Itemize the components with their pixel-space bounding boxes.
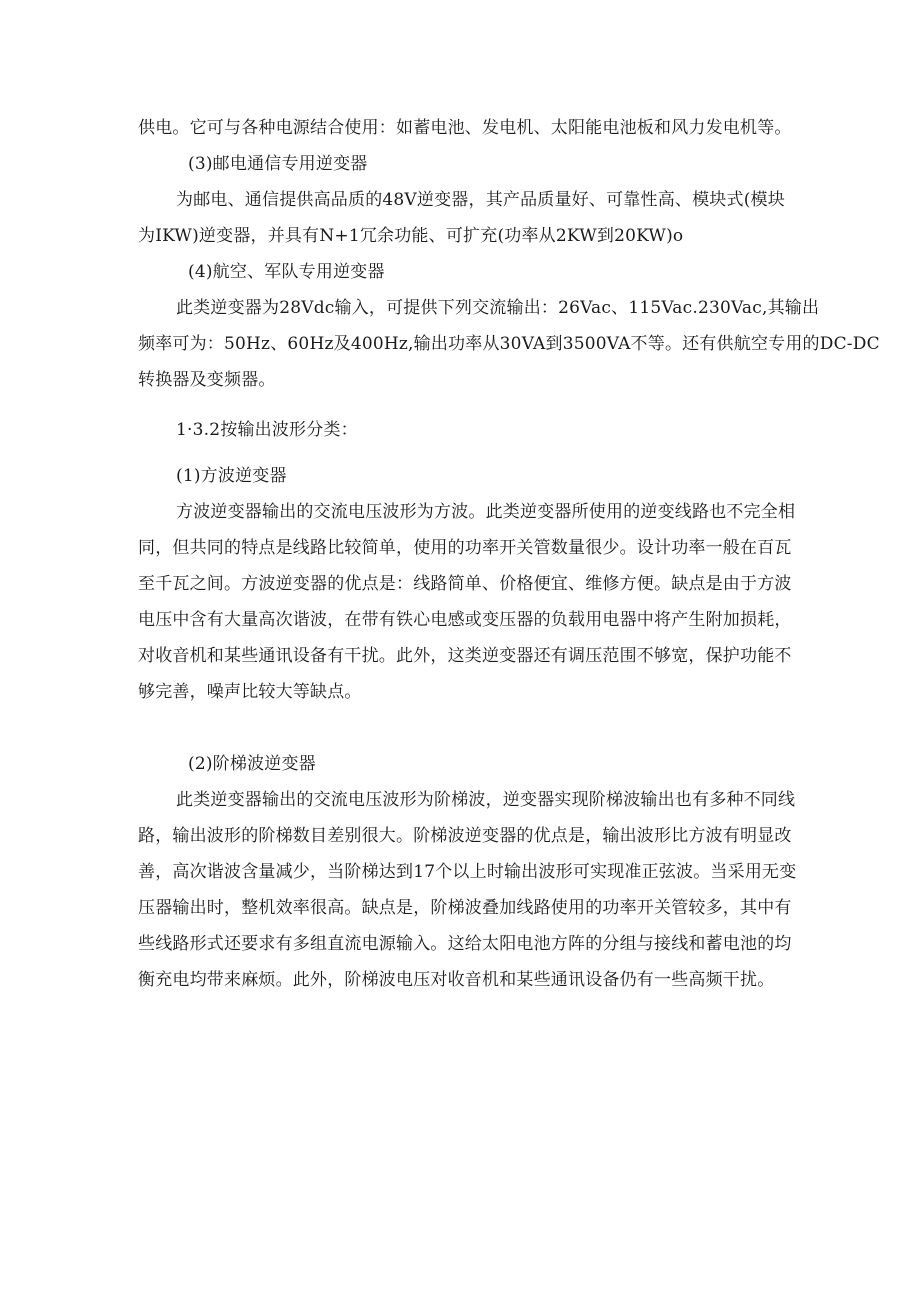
paragraph-line: 至千瓦之间。方波逆变器的优点是：线路简单、价格便宜、维修方便。缺点是由于方波 — [138, 574, 792, 594]
paragraph-line: 路，输出波形的阶梯数目差别很大。阶梯波逆变器的优点是，输出波形比方波有明显改 — [138, 826, 792, 846]
section-heading-square-wave-inverter: (1)方波逆变器 — [176, 466, 287, 486]
paragraph-line: 够完善，噪声比较大等缺点。 — [138, 682, 362, 702]
paragraph-line: 同，但共同的特点是线路比较简单，使用的功率开关管数量很少。设计功率一般在百瓦 — [138, 538, 792, 558]
paragraph-line: 善，高次谐波含量减少，当阶梯达到17个以上时输出波形可实现准正弦波。当采用无变 — [138, 862, 797, 882]
paragraph-line: 电压中含有大量高次谐波，在带有铁心电感或变压器的负载用电器中将产生附加损耗， — [138, 610, 792, 630]
section-heading-aviation-inverter: (4)航空、军队专用逆变器 — [188, 262, 385, 282]
paragraph-line: 此类逆变器为28Vdc输入，可提供下列交流输出：26Vac、115Vac.230Vac,其输出 — [176, 298, 820, 318]
paragraph-line: 此类逆变器输出的交流电压波形为阶梯波，逆变器实现阶梯波输出也有多种不同线 — [176, 790, 796, 810]
subsection-heading: 1·3.2按输出波形分类： — [176, 420, 358, 440]
paragraph-line: 供电。它可与各种电源结合使用：如蓄电池、发电机、太阳能电池板和风力发电机等。 — [138, 118, 792, 138]
section-heading-step-wave-inverter: (2)阶梯波逆变器 — [188, 754, 316, 774]
paragraph-line: 压器输出时，整机效率很高。缺点是，阶梯波叠加线路使用的功率开关管较多，其中有 — [138, 898, 792, 918]
paragraph-line: 频率可为：50Hz、60Hz及400Hz,输出功率从30VA到3500VA不等。还有供航空专用的DC-DC — [138, 334, 880, 354]
paragraph-line: 方波逆变器输出的交流电压波形为方波。此类逆变器所使用的逆变线路也不完全相 — [176, 502, 796, 522]
paragraph-line: 些线路形式还要求有多组直流电源输入。这给太阳电池方阵的分组与接线和蓄电池的均 — [138, 934, 792, 954]
paragraph-line: 衡充电均带来麻烦。此外，阶梯波电压对收音机和某些通讯设备仍有一些高频干扰。 — [138, 970, 775, 990]
paragraph-line: 为IKW)逆变器，并具有N+1冗余功能、可扩充(功率从2KW到20KW)o — [138, 226, 684, 246]
paragraph-line: 转换器及变频器。 — [138, 370, 276, 390]
paragraph-line: 为邮电、通信提供高品质的48V逆变器，其产品质量好、可靠性高、模块式(模块 — [176, 190, 785, 210]
paragraph-line: 对收音机和某些通讯设备有干扰。此外，这类逆变器还有调压范围不够宽，保护功能不 — [138, 646, 792, 666]
section-heading-postal-inverter: (3)邮电通信专用逆变器 — [188, 154, 368, 174]
